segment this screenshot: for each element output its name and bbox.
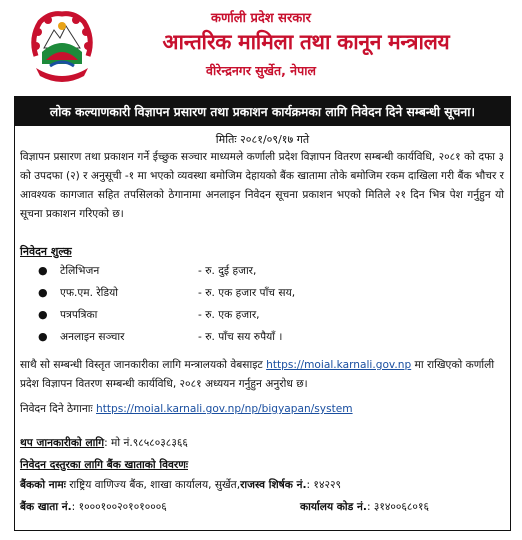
fee-item-amount: - रु. एक हजार,: [198, 309, 260, 321]
revenue-heading-label: राजस्व शिर्षक नं.: [240, 479, 307, 491]
bank-name-label: बैंकको नामः: [20, 479, 66, 491]
ministry-address: वीरेन्द्रनगर सुर्खेत, नेपाल: [206, 63, 316, 78]
fee-item-amount: - रु. पाँच सय रुपैयाँ ।: [198, 331, 283, 343]
account-number-line: [20, 500, 167, 514]
fee-item: [38, 330, 478, 348]
office-code-value: : ३१४००६८०१६: [366, 501, 429, 513]
bank-details-title: निवेदन दस्तुरका लागि बैंक खाताको विवरणः: [20, 459, 189, 471]
address-line: [20, 402, 353, 416]
office-code-line: [300, 500, 429, 514]
notice-paragraph: विज्ञापन प्रसारण तथा प्रकाशन गर्ने ईच्छुक सञ्चार माध्यमले कर्णाली प्रदेश विज्ञापन वितरण सम्बन्धी कार्यविधि, २०८१ को दफा ३ को उपदफा (२) र अनुसूची -१ मा भएको व्यवस्था बमोजिम देहायको बैंक खातामा तोके बमोजिम रकम दाखिला गरी बैंक भौचर र आवश्यक कागजात सहित तपसिलको ठेगानामा अनलाइन निवेदन सूचना प्रकाशन भएको मितिले २१ दिन भित्र पेश गर्नुहुन यो सूचना प्रकाशन गरिएको छ।: [20, 151, 504, 220]
bank-name-line: [20, 478, 504, 492]
notice-date: मितिः २०८१/०९/१७ गते: [215, 133, 310, 146]
address-label: निवेदन दिने ठेगानाः: [20, 403, 96, 415]
fee-section-title: निवेदन शुल्क: [20, 245, 72, 258]
ministry-name: आन्तरिक मामिला तथा कानून मन्त्रालय: [162, 30, 450, 54]
bullet-icon: ●: [38, 286, 48, 299]
fee-item-amount: - रु. दुई हजार,: [198, 265, 257, 277]
bullet-icon: ●: [38, 264, 48, 277]
contact-number: : मो नं.९८५८०३८३६६: [104, 437, 188, 449]
application-address-link[interactable]: https://moial.karnali.gov.np/np/bigyapan/system: [96, 403, 353, 415]
fee-item: [38, 264, 478, 282]
account-number-label: बैंक खाता नं.: [20, 501, 72, 513]
fee-item-amount: - रु. एक हजार पाँच सय,: [198, 287, 296, 299]
letterhead: [0, 0, 522, 96]
notice-title-banner: लोक कल्याणकारी विज्ञापन प्रसारण तथा प्रकाशन कार्यक्रमका लागि निवेदन दिने सम्बन्धी सूचना।: [14, 96, 511, 126]
contact-label: थप जानकारीको लागि: [20, 437, 105, 449]
info-paragraph: [20, 356, 504, 394]
fee-item-name: पत्रपत्रिका: [60, 309, 98, 321]
fee-item: [38, 286, 478, 304]
office-code-label: कार्यालय कोड नं.: [300, 501, 367, 513]
fee-item: [38, 308, 478, 326]
bank-name-value: राष्ट्रिय वाणिज्य बैंक, शाखा कार्यालय, सुर्खेत,: [65, 479, 241, 491]
info-text-continued: मा राखिएको कर्णाली प्रदेश विज्ञापन वितरण सम्बन्धी कार्यविधि, २०८१ अध्ययन गर्नुहुन अनुरोध छ।: [20, 359, 495, 390]
bullet-icon: ●: [38, 330, 48, 343]
revenue-heading-value: : १४२२९: [306, 479, 341, 491]
government-name: कर्णाली प्रदेश सरकार: [211, 11, 311, 26]
fee-item-name: टेलिभिजन: [60, 265, 100, 277]
ministry-website-link[interactable]: https://moial.karnali.gov.np: [266, 359, 412, 371]
fee-item-name: अनलाइन सञ्चार: [60, 331, 125, 343]
info-text: साथै सो सम्बन्धी विस्तृत जानकारीका लागि मन्त्रालयको वेबसाइट: [20, 359, 267, 371]
fee-item-name: एफ.एम. रेडियो: [60, 287, 118, 299]
account-number-value: : १०००१००२०१०१०००६: [71, 501, 167, 513]
contact-line: [20, 436, 188, 450]
bullet-icon: ●: [38, 308, 48, 321]
